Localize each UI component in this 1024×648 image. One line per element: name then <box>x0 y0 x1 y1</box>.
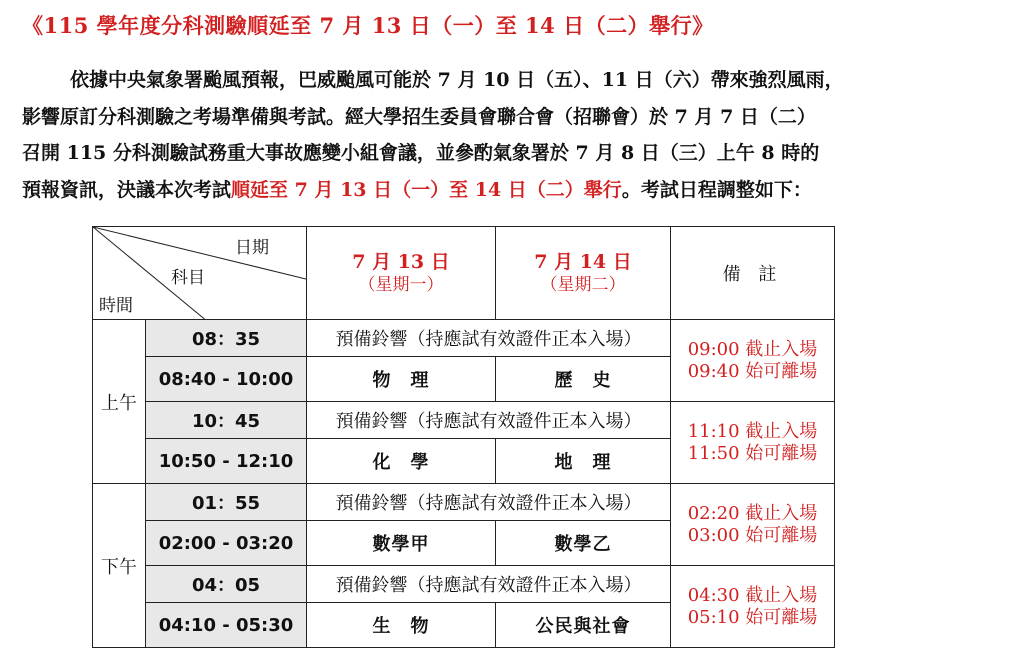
bell-text: 預備鈴響（持應試有效證件正本入場） <box>307 320 671 357</box>
table-header-row <box>93 227 835 320</box>
paragraph-text: 預報資訊，決議本次考試 <box>22 178 232 201</box>
afternoon-label: 下午 <box>93 484 146 648</box>
bell-text: 預備鈴響（持應試有效證件正本入場） <box>307 566 671 603</box>
remark-cell <box>671 402 835 484</box>
table-row <box>93 402 835 439</box>
bell-text: 預備鈴響（持應試有效證件正本入場） <box>307 402 671 439</box>
subject-day2: 數學乙 <box>496 521 671 566</box>
bell-time: 04：05 <box>146 566 307 603</box>
entry-cutoff: 09:00 截止入場 <box>687 338 818 360</box>
bell-text: 預備鈴響（持應試有效證件正本入場） <box>307 484 671 521</box>
header-date-label: 日期 <box>235 238 269 258</box>
remarks-header: 備 註 <box>671 227 835 320</box>
table-row <box>93 566 835 603</box>
earliest-leave: 11:50 始可離場 <box>687 442 818 464</box>
exam-time: 02:00 - 03:20 <box>146 521 307 566</box>
bell-time: 10：45 <box>146 402 307 439</box>
paragraph-line: 依據中央氣象署颱風預報，巴威颱風可能於 7 月 10 日（五）、11 日（六）帶來強烈風雨， <box>70 69 844 91</box>
day2-weekday: （星期二） <box>540 275 626 295</box>
remark-cell <box>671 566 835 648</box>
day1-weekday: （星期一） <box>358 275 444 295</box>
postponement-highlight: 順延至 7 月 13 日（一）至 14 日（二）舉行 <box>231 178 622 201</box>
paragraph-line: 影響原訂分科測驗之考場準備與考試。經大學招生委員會聯合會（招聯會）於 7 月 7 日（二） <box>22 105 816 128</box>
diagonal-header-cell <box>93 227 307 320</box>
header-subject-label: 科目 <box>171 268 205 288</box>
earliest-leave: 09:40 始可離場 <box>687 360 818 382</box>
entry-cutoff: 04:30 截止入場 <box>687 584 818 606</box>
announcement-paragraph <box>22 62 1012 208</box>
bell-time: 01：55 <box>146 484 307 521</box>
morning-label: 上午 <box>93 320 146 484</box>
entry-cutoff: 02:20 截止入場 <box>687 502 818 524</box>
subject-day2: 地 理 <box>496 439 671 484</box>
subject-day1: 數學甲 <box>307 521 496 566</box>
entry-cutoff: 11:10 截止入場 <box>687 420 818 442</box>
table-row <box>93 320 835 357</box>
bell-time: 08：35 <box>146 320 307 357</box>
day2-date: 7 月 14 日 <box>534 251 632 273</box>
subject-day1: 物 理 <box>307 357 496 402</box>
subject-day1: 化 學 <box>307 439 496 484</box>
paragraph-line: 召開 115 分科測驗試務重大事故應變小組會議，並參酌氣象署於 7 月 8 日（三）上午 8 時的 <box>22 142 820 164</box>
day2-header <box>496 227 671 320</box>
exam-schedule-table <box>92 226 835 648</box>
table-row <box>93 484 835 521</box>
remark-cell <box>671 320 835 402</box>
subject-day2: 歷 史 <box>496 357 671 402</box>
subject-day2: 公民與社會 <box>496 603 671 648</box>
subject-day1: 生 物 <box>307 603 496 648</box>
paragraph-line <box>22 172 1012 209</box>
earliest-leave: 03:00 始可離場 <box>687 524 818 546</box>
exam-time: 08:40 - 10:00 <box>146 357 307 402</box>
day1-header <box>307 227 496 320</box>
exam-time: 04:10 - 05:30 <box>146 603 307 648</box>
header-time-label: 時間 <box>99 296 133 316</box>
earliest-leave: 05:10 始可離場 <box>687 606 818 628</box>
paragraph-text: 。考試日程調整如下： <box>621 178 812 201</box>
remark-cell <box>671 484 835 566</box>
announcement-title: 《115 學年度分科測驗順延至 7 月 13 日（一）至 14 日（二）舉行》 <box>22 13 714 38</box>
exam-time: 10:50 - 12:10 <box>146 439 307 484</box>
day1-date: 7 月 13 日 <box>352 251 450 273</box>
